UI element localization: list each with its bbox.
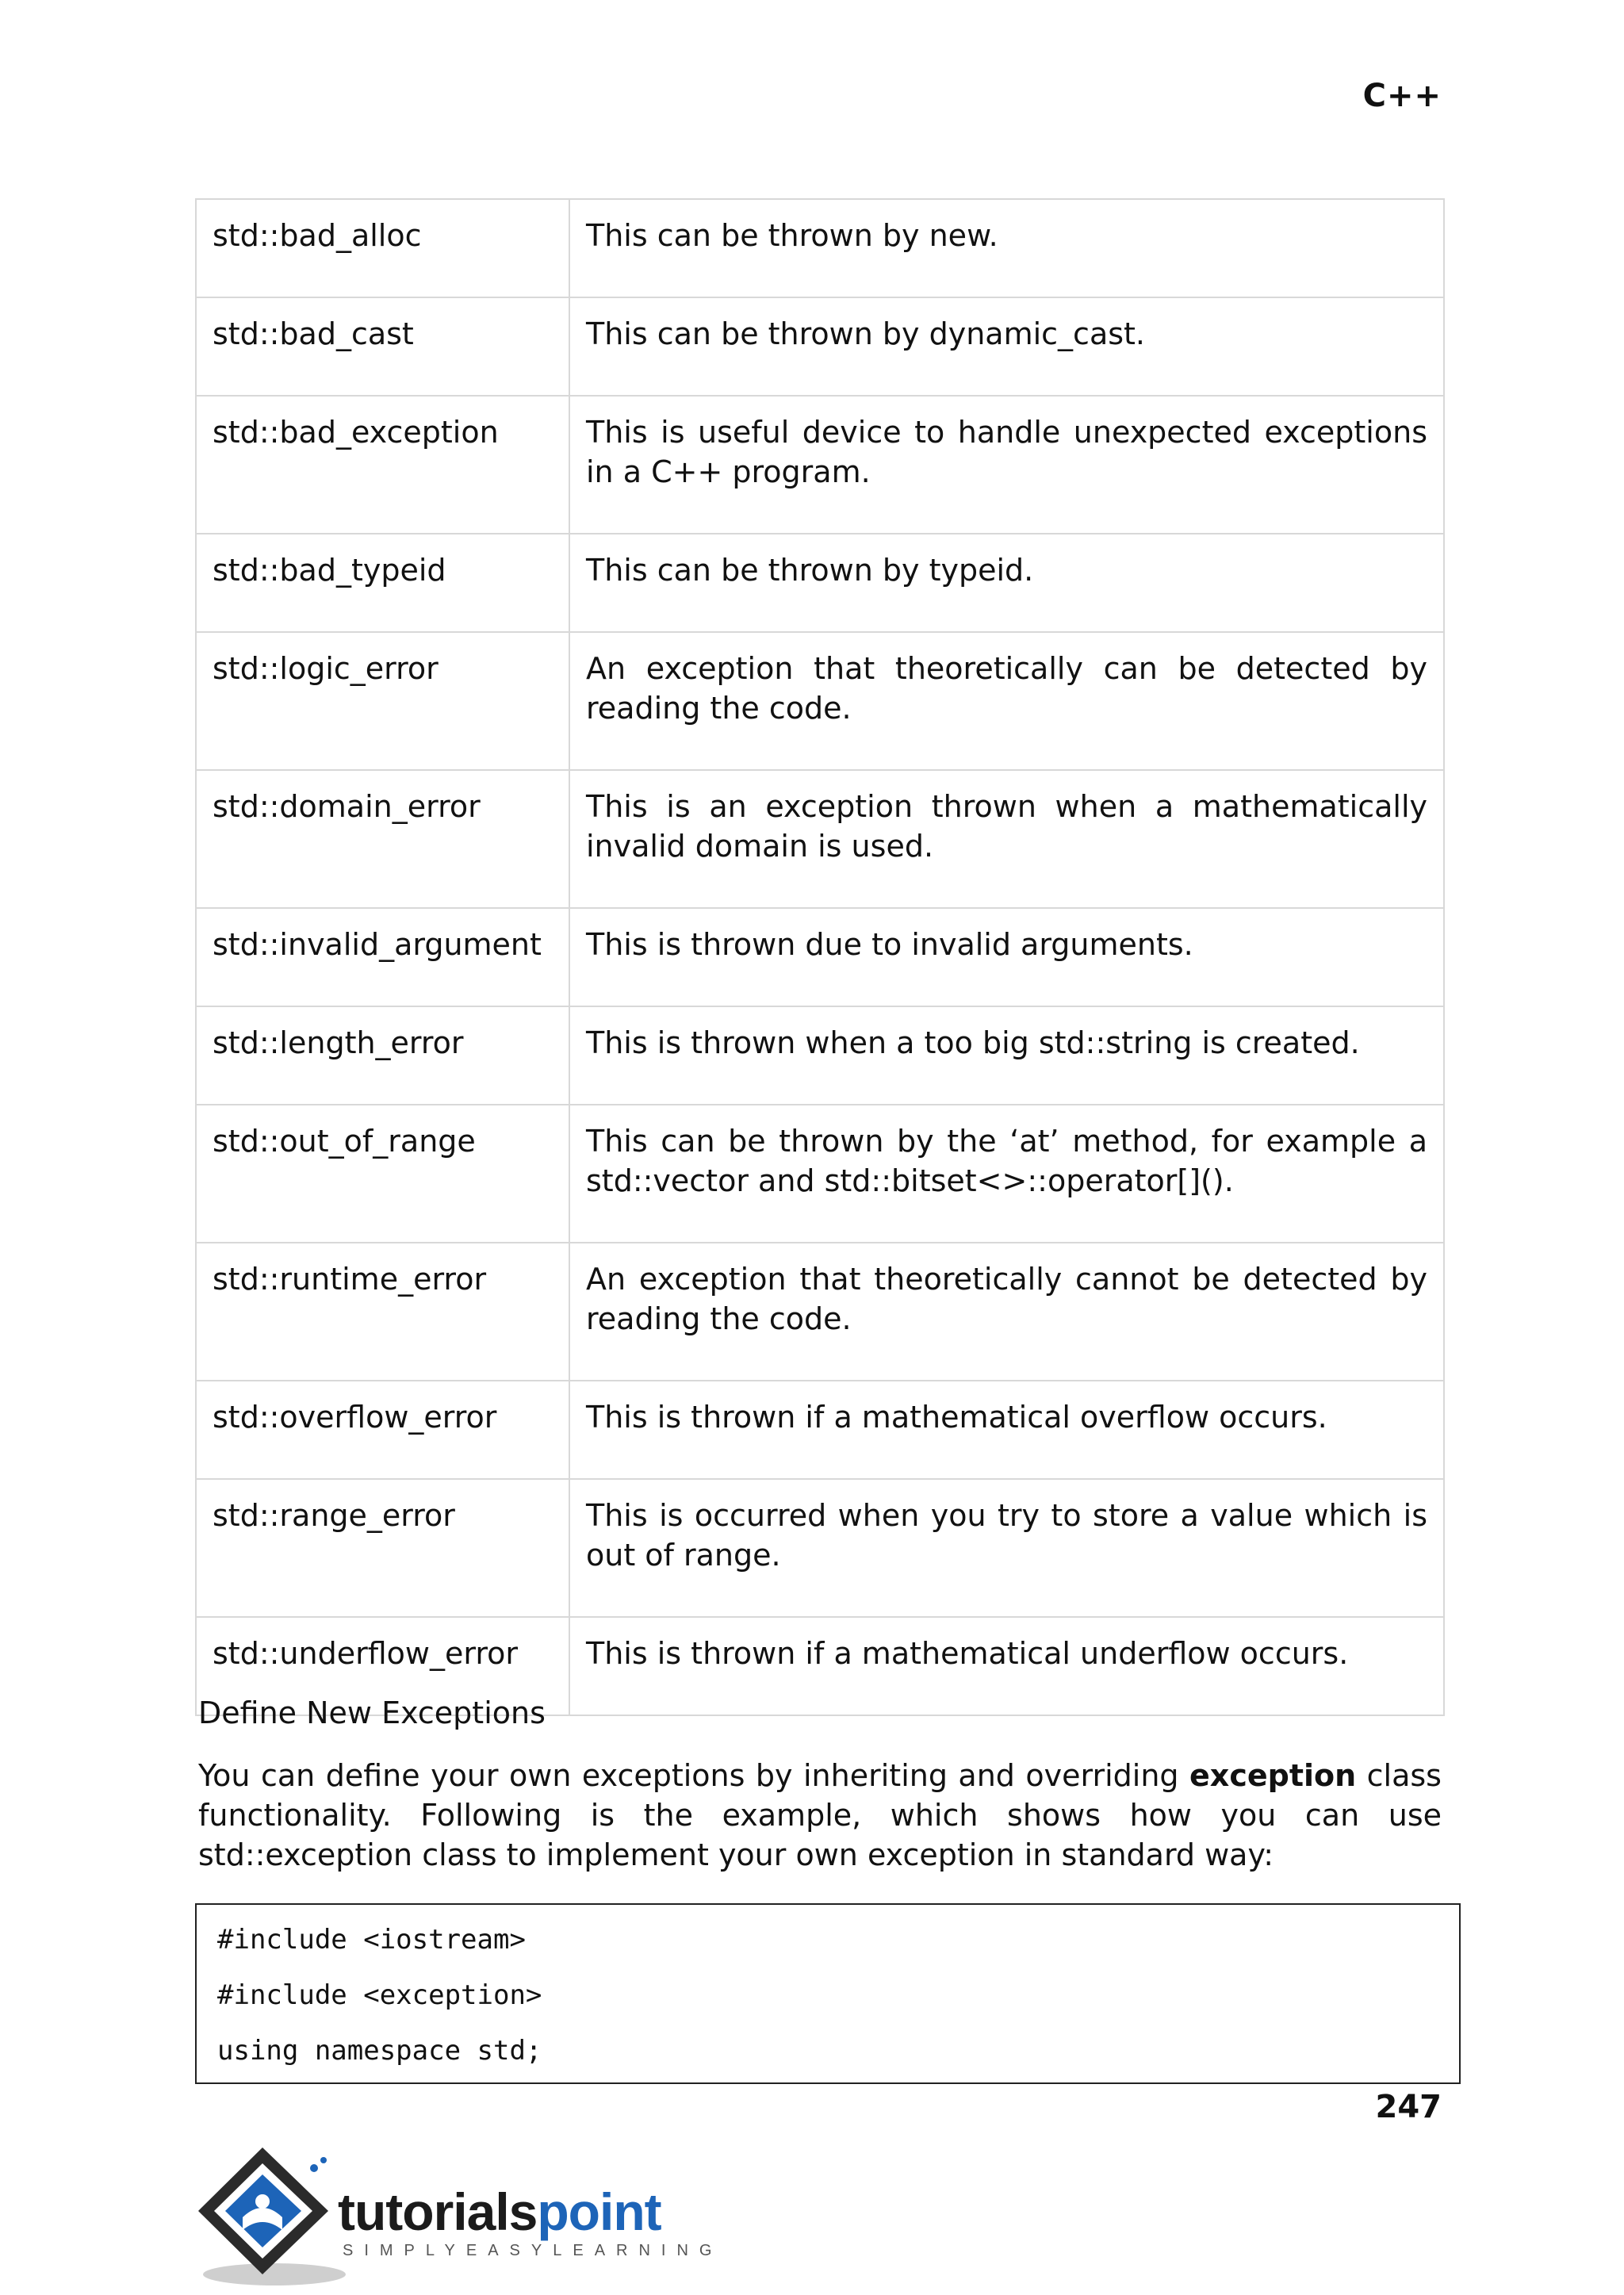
logo-wordmark [338,2184,661,2239]
table-row [196,770,1444,908]
exception-name: std::bad_cast [196,297,569,396]
exception-name: std::bad_alloc [196,199,569,297]
tutorialspoint-logo [195,2141,723,2292]
logo-tagline: SIMPLYEASYLEARNING [343,2242,723,2259]
table-row [196,396,1444,534]
exception-description: This can be thrown by the ‘at’ method, for example a std::vector and std::bitset<>::operator[](). [569,1105,1444,1243]
table-row [196,1006,1444,1105]
exception-table [195,198,1445,1716]
exception-name: std::domain_error [196,770,569,908]
table-row [196,632,1444,770]
exception-description: This is thrown if a mathematical overflow occurs. [569,1381,1444,1479]
intro-text-start: You can define your own exceptions by inheriting and overriding [198,1758,1190,1793]
table-row [196,908,1444,1006]
table-row [196,534,1444,632]
exception-description: This is thrown if a mathematical underflow occurs. [569,1617,1444,1715]
exception-description: This is occurred when you try to store a value which is out of range. [569,1479,1444,1617]
table-row [196,1479,1444,1617]
exception-description: An exception that theoretically can be detected by reading the code. [569,632,1444,770]
page-number: 247 [1375,2089,1442,2125]
table-row [196,1381,1444,1479]
table-row [196,1105,1444,1243]
logo-diamond-icon [195,2141,354,2292]
logo-word-point: point [537,2182,661,2241]
exception-name: std::logic_error [196,632,569,770]
exception-description: An exception that theoretically cannot be detected by reading the code. [569,1243,1444,1381]
table-row [196,199,1444,297]
exception-name: std::length_error [196,1006,569,1105]
exception-description: This is an exception thrown when a mathematically invalid domain is used. [569,770,1444,908]
intro-keyword: exception [1189,1758,1357,1793]
exception-name: std::range_error [196,1479,569,1617]
intro-text-end: class functionality. Following is the example, which shows how you can use std::exception class to implement your own exception in standard way: [198,1758,1442,1872]
exception-description: This can be thrown by new. [569,199,1444,297]
code-line: using namespace std; [217,2035,542,2067]
code-line: #include <exception> [217,1979,542,2011]
exception-description: This is thrown when a too big std::string is created. [569,1006,1444,1105]
exception-name: std::overflow_error [196,1381,569,1479]
code-block [195,1903,1461,2084]
exception-name: std::runtime_error [196,1243,569,1381]
exception-name: std::underflow_error [196,1617,569,1715]
table-row [196,1243,1444,1381]
exception-description: This is useful device to handle unexpected exceptions in a C++ program. [569,396,1444,534]
exception-name: std::invalid_argument [196,908,569,1006]
logo-word-tutorials: tutorials [338,2182,538,2241]
intro-paragraph [198,1756,1442,1875]
exception-description: This can be thrown by dynamic_cast. [569,297,1444,396]
exception-name: std::out_of_range [196,1105,569,1243]
exception-description: This is thrown due to invalid arguments. [569,908,1444,1006]
table-row [196,297,1444,396]
exception-name: std::bad_exception [196,396,569,534]
exception-name: std::bad_typeid [196,534,569,632]
code-line: #include <iostream> [217,1924,526,1956]
exception-description: This can be thrown by typeid. [569,534,1444,632]
book-title: C++ [1362,78,1442,114]
section-heading: Define New Exceptions [198,1695,546,1730]
